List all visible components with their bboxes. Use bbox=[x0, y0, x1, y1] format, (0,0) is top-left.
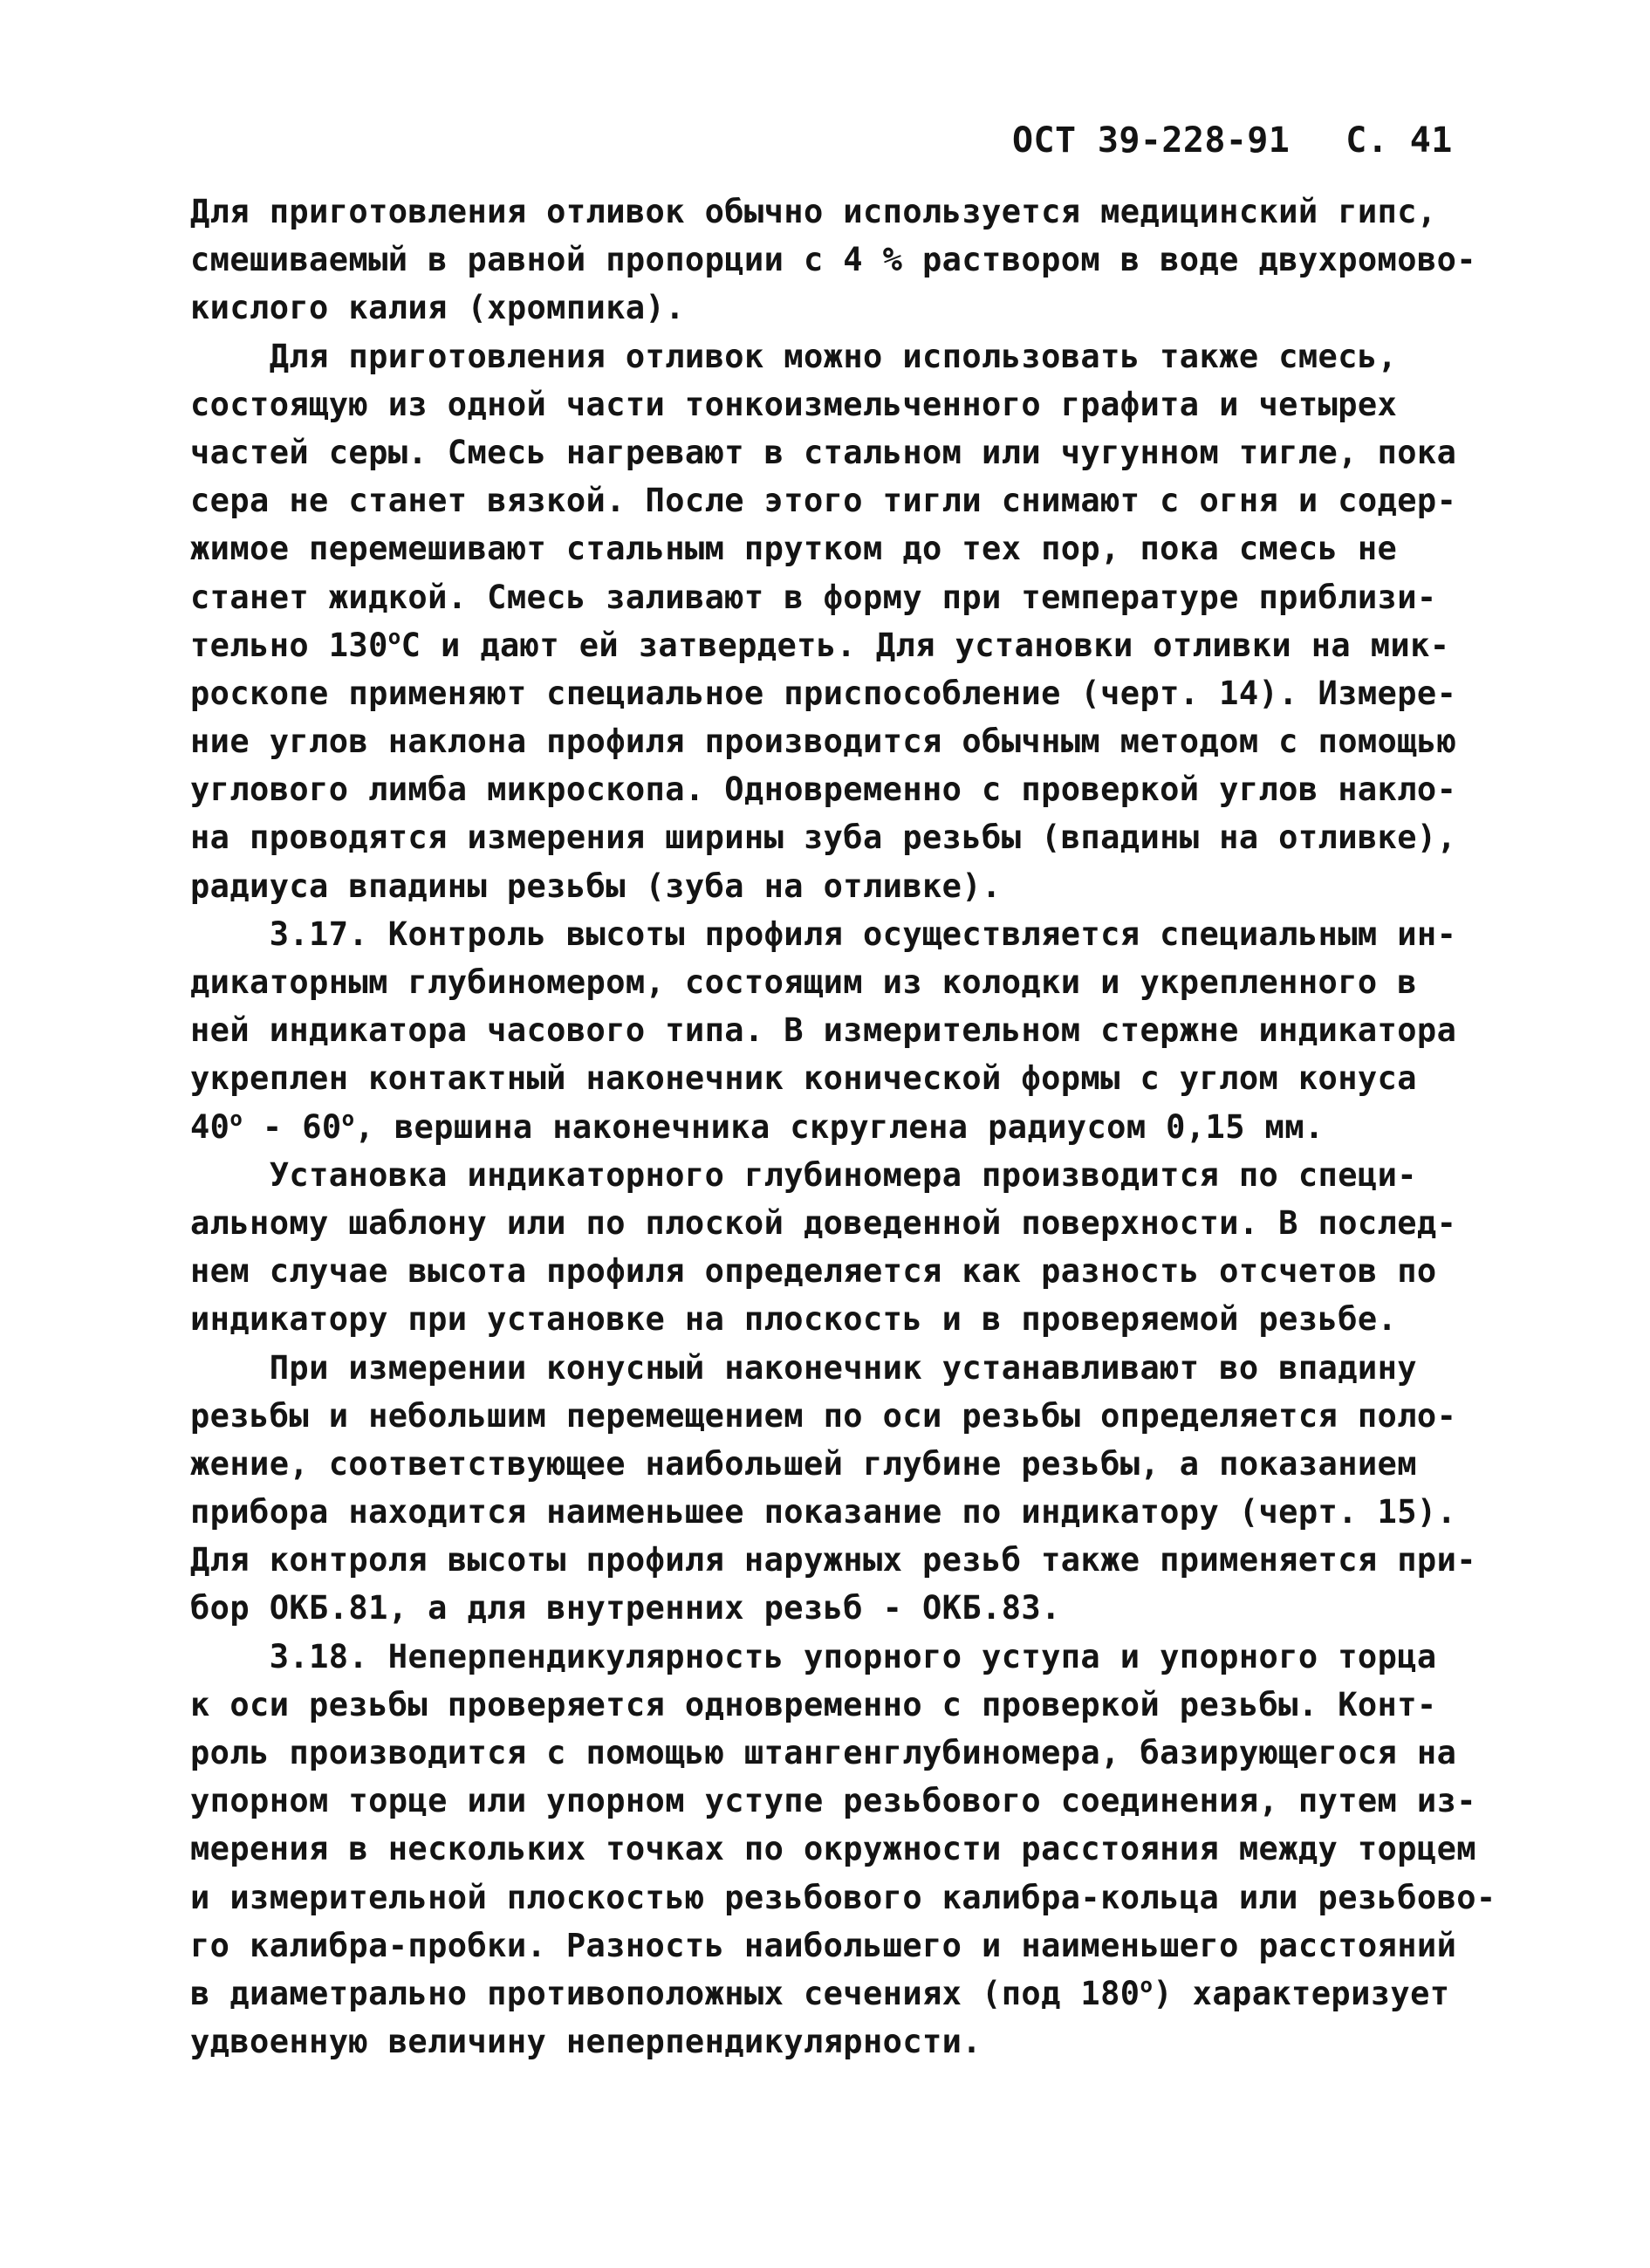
text-line: укреплен контактный наконечник конической формы с углом конуса bbox=[190, 1059, 1417, 1098]
text-line: тельно $130^оС$ и дают ей затвердеть. Для установки отливки на мик- bbox=[190, 624, 1450, 664]
text-line: прибора находится наименьшее показание по индикатору (черт. 15). bbox=[190, 1493, 1457, 1531]
text-line: углового лимба микроскопа. Одновременно с проверкой углов накло- bbox=[190, 771, 1457, 809]
text-line: частей серы. Смесь нагревают в стальном или чугунном тигле, пока bbox=[190, 433, 1457, 471]
degree-sign: о bbox=[1140, 1972, 1154, 1997]
text-line: кислого калия (хромпика). bbox=[190, 289, 685, 327]
text-line: го калибра-пробки. Разность наибольшего и наименьшего расстояний bbox=[190, 1926, 1457, 1964]
text-line: нем случае высота профиля определяется как разность отсчетов по bbox=[190, 1252, 1437, 1291]
text-line: в диаметрально противоположных сечениях (под $180^о$) характеризует bbox=[190, 1972, 1450, 2012]
text-line: ней индикатора часового типа. В измерительном стержне индикатора bbox=[190, 1011, 1457, 1050]
text-line: роль производится с помощью штангенглубиномера, базирующегося на bbox=[190, 1734, 1457, 1771]
text-line: состоящую из одной части тонкоизмельченного графита и четырех bbox=[190, 385, 1398, 423]
text-line: на проводятся измерения ширины зуба резьбы (впадины на отливке), bbox=[190, 819, 1457, 857]
text-line: упорном торце или упорном уступе резьбового соединения, путем из- bbox=[190, 1782, 1476, 1820]
text-line: бор ОКБ.81, а для внутренних резьб - ОКБ.83. bbox=[190, 1589, 1061, 1627]
text-line: смешиваемый в равной пропорции с 4 % раствором в воде двухромово- bbox=[190, 241, 1476, 279]
text-line: радиуса впадины резьбы (зуба на отливке). bbox=[190, 867, 1002, 905]
text-line: 3.18. Неперпендикулярность упорного уступа и упорного торца bbox=[269, 1637, 1437, 1675]
degree-sign: о bbox=[341, 1106, 355, 1131]
text-line: к оси резьбы проверяется одновременно с проверкой резьбы. Конт- bbox=[190, 1685, 1437, 1723]
text-line: альному шаблону или по плоской доведенной поверхности. В послед- bbox=[190, 1203, 1457, 1242]
text-line: Установка индикаторного глубиномера производится по специ- bbox=[269, 1155, 1417, 1194]
text-line: Для контроля высоты профиля наружных резьб также применяется при- bbox=[190, 1541, 1476, 1579]
text-line: индикатору при установке на плоскость и в проверяемой резьбе. bbox=[190, 1300, 1398, 1339]
text-line: жимое перемешивают стальным прутком до тех пор, пока смесь не bbox=[190, 530, 1398, 568]
text-line: Для приготовления отливок обычно используется медицинский гипс, bbox=[190, 193, 1437, 230]
degree-sign: о bbox=[229, 1106, 243, 1131]
page-header bbox=[1012, 120, 1466, 161]
text-line: роскопе применяют специальное приспособление (черт. 14). Измере- bbox=[190, 674, 1457, 712]
text-line: Для приготовления отливок можно использовать также смесь, bbox=[269, 337, 1398, 375]
body-text bbox=[190, 188, 1516, 2066]
text-line: жение, соответствующее наибольшей глубине резьбы, а показанием bbox=[190, 1444, 1417, 1483]
text-line: удвоенную величину неперпендикулярности. bbox=[190, 2023, 982, 2061]
text-line: $40^о - 60^о$, вершина наконечника скруглена радиусом 0,15 мм. bbox=[190, 1106, 1325, 1146]
text-line: и измерительной плоскостью резьбового калибра-кольца или резьбово- bbox=[190, 1878, 1496, 1916]
text-line: станет жидкой. Смесь заливают в форму при температуре приблизи- bbox=[190, 578, 1437, 616]
text-line: сера не станет вязкой. После этого тигли снимают с огня и содер- bbox=[190, 482, 1457, 520]
page-number: С. 41 bbox=[1345, 120, 1453, 161]
text-line: ние углов наклона профиля производится обычным методом с помощью bbox=[190, 723, 1457, 761]
text-line: дикаторным глубиномером, состоящим из колодки и укрепленного в bbox=[190, 963, 1417, 1001]
text-line: 3.17. Контроль высоты профиля осуществляется специальным ин- bbox=[269, 915, 1457, 953]
standard-code: ОСТ 39-228-91 bbox=[1012, 120, 1291, 161]
text-line: резьбы и небольшим перемещением по оси резьбы определяется поло- bbox=[190, 1396, 1457, 1435]
degree-sign: о bbox=[387, 624, 401, 649]
text-line: мерения в нескольких точках по окружности расстояния между торцем bbox=[190, 1830, 1476, 1868]
text-line: При измерении конусный наконечник устанавливают во впадину bbox=[269, 1348, 1417, 1387]
